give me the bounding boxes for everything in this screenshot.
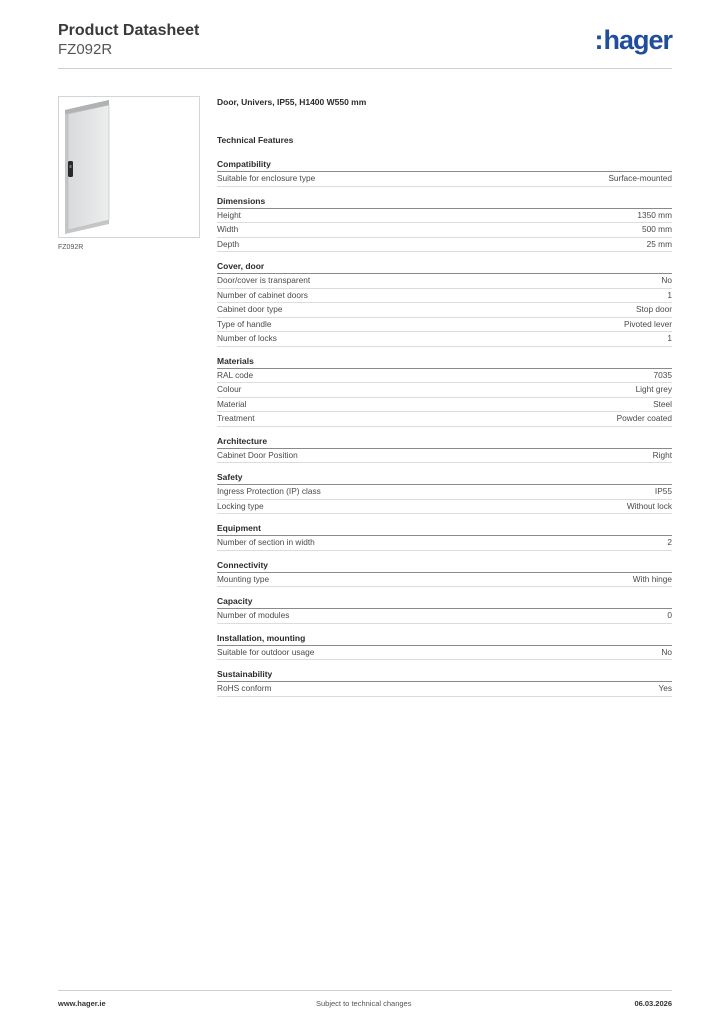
feature-value: Pivoted lever xyxy=(624,318,672,329)
feature-value: No xyxy=(661,646,672,657)
section-title: Connectivity xyxy=(217,560,672,573)
feature-section xyxy=(217,356,672,427)
feature-label: Cabinet door type xyxy=(217,304,283,314)
feature-label: Colour xyxy=(217,384,242,394)
footer-divider xyxy=(58,990,672,991)
feature-label: Depth xyxy=(217,238,240,249)
feature-value: 1 xyxy=(667,333,672,343)
footer-website: www.hager.ie xyxy=(58,999,106,1008)
feature-row xyxy=(217,609,672,624)
feature-value: 2 xyxy=(667,537,672,547)
feature-row xyxy=(217,383,672,398)
feature-row xyxy=(217,318,672,333)
feature-value: Light grey xyxy=(635,384,672,394)
feature-row xyxy=(217,500,672,515)
feature-section xyxy=(217,472,672,514)
hager-logo xyxy=(594,26,672,54)
footer-date: 06.03.2026 xyxy=(634,999,672,1008)
feature-row xyxy=(217,289,672,304)
product-image xyxy=(58,96,200,238)
feature-label: Type of handle xyxy=(217,318,272,329)
section-title: Sustainability xyxy=(217,669,672,682)
feature-label: Number of modules xyxy=(217,610,290,620)
feature-value: No xyxy=(661,275,672,285)
feature-row xyxy=(217,274,672,289)
logo-text: hager xyxy=(603,25,672,55)
product-image-caption: FZ092R xyxy=(58,244,84,251)
section-title: Dimensions xyxy=(217,196,672,209)
feature-row xyxy=(217,449,672,464)
logo-colon-icon: : xyxy=(594,25,603,55)
feature-label: Locking type xyxy=(217,500,264,511)
feature-value: 7035 xyxy=(653,369,672,380)
feature-value: 25 mm xyxy=(646,238,672,249)
feature-row xyxy=(217,303,672,318)
product-name: Door, Univers, IP55, H1400 W550 mm xyxy=(217,97,367,107)
feature-row xyxy=(217,412,672,427)
technical-features-title: Technical Features xyxy=(217,135,294,145)
feature-value: 1350 mm xyxy=(637,209,672,220)
feature-sections xyxy=(217,159,672,697)
feature-section xyxy=(217,261,672,347)
feature-row xyxy=(217,398,672,413)
feature-value: 500 mm xyxy=(642,224,672,234)
feature-value: 0 xyxy=(667,610,672,620)
enclosure-door-icon xyxy=(59,97,199,237)
feature-value: Surface-mounted xyxy=(608,173,672,183)
section-title: Architecture xyxy=(217,436,672,449)
feature-label: Door/cover is transparent xyxy=(217,275,311,285)
section-title: Compatibility xyxy=(217,159,672,172)
feature-value: Stop door xyxy=(636,304,672,314)
feature-label: Suitable for outdoor usage xyxy=(217,646,315,657)
feature-value: Yes xyxy=(658,683,672,693)
page-header xyxy=(58,22,672,70)
feature-value: Powder coated xyxy=(616,413,672,423)
feature-label: Mounting type xyxy=(217,573,270,584)
product-code: FZ092R xyxy=(58,41,113,58)
feature-section xyxy=(217,159,672,187)
feature-value: Steel xyxy=(653,398,672,409)
feature-value: 1 xyxy=(667,289,672,300)
feature-value: Without lock xyxy=(626,500,672,511)
feature-row xyxy=(217,332,672,347)
feature-label: Treatment xyxy=(217,413,255,423)
feature-section xyxy=(217,633,672,661)
feature-label: Suitable for enclosure type xyxy=(217,173,316,183)
footer-notice: Subject to technical changes xyxy=(316,999,412,1008)
feature-row xyxy=(217,369,672,384)
feature-row xyxy=(217,223,672,238)
feature-label: RoHS conform xyxy=(217,683,272,693)
feature-value: IP55 xyxy=(654,486,672,496)
section-title: Equipment xyxy=(217,523,672,536)
feature-section xyxy=(217,596,672,624)
feature-row xyxy=(217,536,672,551)
feature-section xyxy=(217,436,672,464)
feature-row xyxy=(217,573,672,588)
feature-section xyxy=(217,669,672,697)
section-title: Cover, door xyxy=(217,261,672,274)
feature-label: RAL code xyxy=(217,369,254,380)
section-title: Materials xyxy=(217,356,672,369)
feature-row xyxy=(217,646,672,661)
feature-label: Width xyxy=(217,224,239,234)
feature-row xyxy=(217,682,672,697)
feature-section xyxy=(217,196,672,253)
section-title: Capacity xyxy=(217,596,672,609)
page-footer xyxy=(58,999,672,1011)
feature-label: Cabinet Door Position xyxy=(217,449,298,460)
section-title: Safety xyxy=(217,472,672,485)
feature-label: Ingress Protection (IP) class xyxy=(217,486,321,496)
feature-label: Number of locks xyxy=(217,333,277,343)
feature-section xyxy=(217,523,672,551)
header-divider xyxy=(58,68,672,69)
datasheet-content xyxy=(217,97,672,706)
feature-row xyxy=(217,238,672,253)
document-title: Product Datasheet xyxy=(58,22,200,39)
feature-value: Right xyxy=(652,449,672,460)
feature-label: Material xyxy=(217,398,247,409)
feature-label: Height xyxy=(217,209,241,220)
feature-label: Number of section in width xyxy=(217,537,315,547)
feature-section xyxy=(217,560,672,588)
feature-row xyxy=(217,209,672,224)
section-title: Installation, mounting xyxy=(217,633,672,646)
feature-value: With hinge xyxy=(632,573,672,584)
feature-label: Number of cabinet doors xyxy=(217,289,308,300)
feature-row xyxy=(217,485,672,500)
feature-row xyxy=(217,172,672,187)
